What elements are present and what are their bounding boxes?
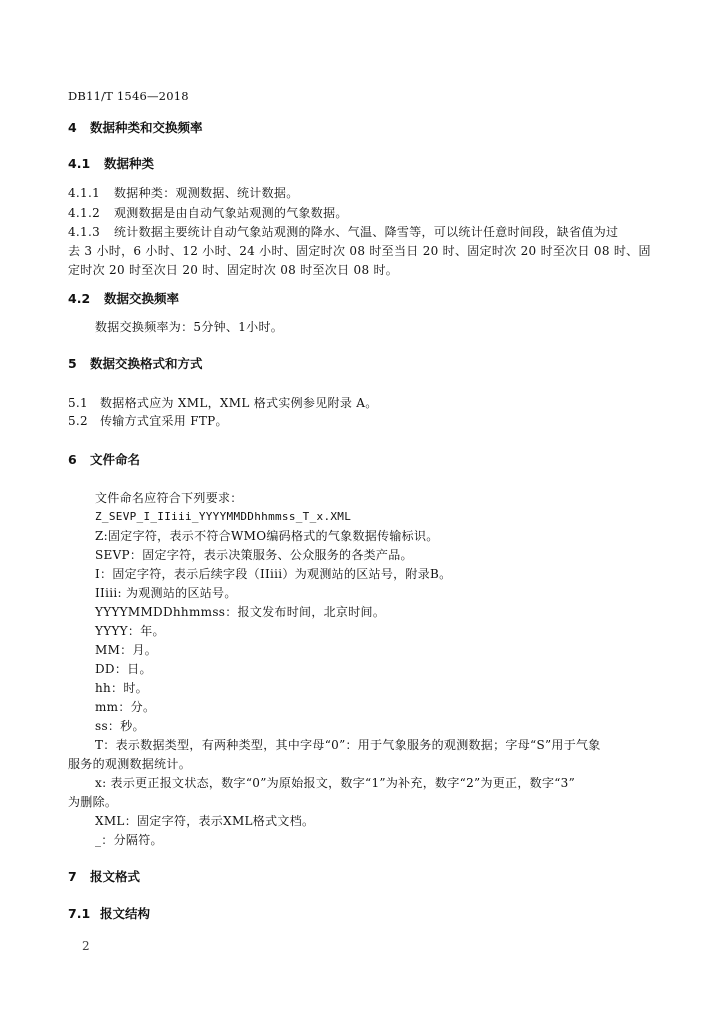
item-4-1-3-continuation: 去 3 小时，6 小时、12 小时、24 小时、固定时次 08 时至当日 20 时、固定时次 20 时至次日 08 时、固: [68, 244, 651, 258]
item-text: 观测数据是由自动气象站观测的气象数据。: [114, 206, 348, 220]
naming-line: hh：时。: [95, 681, 148, 695]
item-text: 传输方式宜采用 FTP。: [100, 414, 228, 428]
item-text: 数据种类：观测数据、统计数据。: [114, 186, 299, 200]
section-number: 4.1: [68, 156, 91, 171]
naming-line: SEVP：固定字符，表示决策服务、公众服务的各类产品。: [95, 548, 413, 562]
section-number: 6: [68, 452, 77, 467]
section-4-1-heading: [68, 156, 154, 172]
item-number: 4.1.2: [68, 206, 101, 220]
section-4-heading: [68, 120, 203, 136]
section-6-heading: [68, 452, 140, 468]
naming-line: YYYYMMDDhhmmss：报文发布时间，北京时间。: [95, 605, 386, 619]
section-5-heading: [68, 356, 203, 372]
item-number: 4.1.3: [68, 225, 101, 239]
naming-line: ss：秒。: [95, 719, 145, 733]
xml-description: XML：固定字符，表示XML格式文档。: [95, 814, 315, 828]
section-number: 7: [68, 869, 77, 884]
naming-line: DD：日。: [95, 662, 152, 676]
item-number: 4.1.1: [68, 186, 101, 200]
section-title: 报文结构: [100, 906, 151, 921]
section-number: 7.1: [68, 906, 91, 921]
document-header: DB11/T 1546—2018: [68, 89, 189, 103]
section-number: 5: [68, 356, 77, 371]
section-number: 4.2: [68, 291, 91, 306]
item-4-1-2: [68, 205, 348, 221]
item-text: 数据格式应为 XML，XML 格式实例参见附录 A。: [100, 396, 378, 410]
section-title: 数据交换频率: [104, 291, 180, 306]
x-description-continuation: 为删除。: [68, 795, 118, 809]
naming-line: I：固定字符，表示后续字段（IIiii）为观测站的区站号，附录B。: [95, 567, 452, 581]
item-4-1-3: [68, 224, 618, 240]
t-description-continuation: 服务的观测数据统计。: [68, 757, 192, 771]
item-5-1: [68, 395, 378, 411]
section-title: 报文格式: [90, 869, 141, 884]
item-5-2: [68, 413, 228, 429]
section-4-2-heading: [68, 291, 179, 307]
item-number: 5.2: [68, 414, 88, 428]
page-number: 2: [82, 939, 90, 953]
t-description: T：表示数据类型，有两种类型，其中字母“0”：用于气象服务的观测数据；字母“S”用于气象: [95, 738, 601, 752]
naming-line: IIiii: 为观测站的区站号。: [95, 586, 237, 600]
x-description: x: 表示更正报文状态，数字“0”为原始报文，数字“1”为补充，数字“2”为更正，数字“3”: [95, 776, 576, 790]
separator-description: _：分隔符。: [95, 833, 163, 847]
item-number: 5.1: [68, 396, 88, 410]
item-4-1-1: [68, 185, 299, 201]
section-title: 数据种类和交换频率: [90, 120, 203, 135]
naming-line: YYYY：年。: [95, 624, 165, 638]
section-title: 数据交换格式和方式: [90, 356, 203, 371]
section-title: 文件命名: [90, 452, 141, 467]
item-4-1-3-continuation: 定时次 20 时至次日 20 时、固定时次 08 时至次日 08 时。: [68, 263, 399, 277]
section-7-heading: [68, 869, 140, 885]
naming-line: MM：月。: [95, 643, 158, 657]
naming-line: Z:固定字符，表示不符合WMO编码格式的气象数据传输标识。: [95, 529, 439, 543]
item-text: 统计数据主要统计自动气象站观测的降水、气温、降雪等，可以统计任意时间段，缺省值为过: [114, 225, 619, 239]
section-number: 4: [68, 120, 77, 135]
naming-line: 文件命名应符合下列要求：: [95, 491, 243, 505]
naming-line: mm：分。: [95, 700, 156, 714]
section-7-1-heading: [68, 906, 150, 922]
filename-pattern: Z_SEVP_I_IIiii_YYYYMMDDhhmmss_T_x.XML: [95, 510, 352, 523]
section-title: 数据种类: [104, 156, 155, 171]
paragraph: 数据交换频率为：5分钟、1小时。: [95, 320, 284, 334]
